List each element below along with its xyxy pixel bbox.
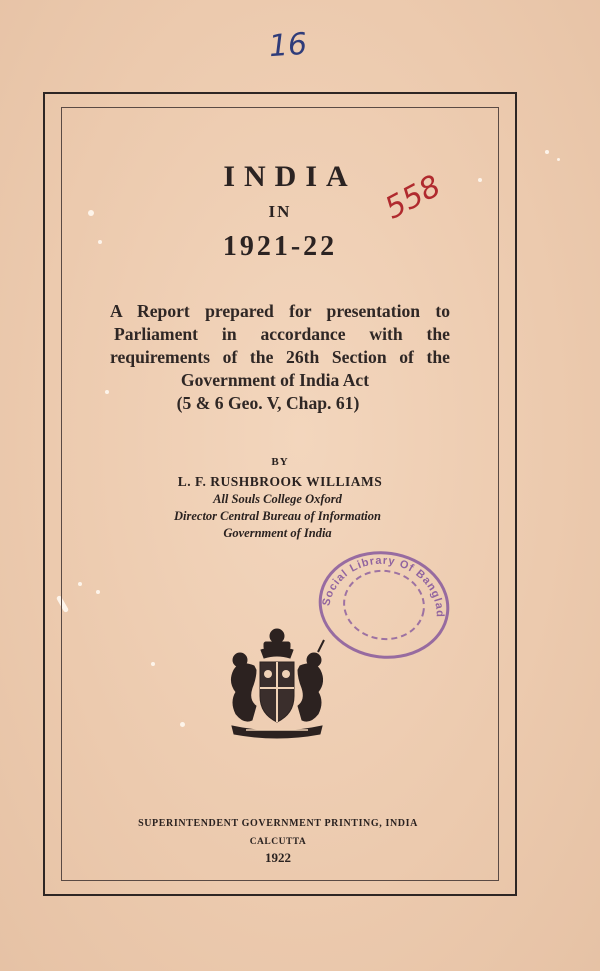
title-year-range: 1921-22 [222,231,338,262]
description-line: (5 & 6 Geo. V, Chap. 61) [176,393,360,413]
library-stamp [316,548,452,662]
royal-coat-of-arms-icon [226,626,328,742]
stamp-text: Social Library Of Bangladesh [320,554,446,619]
paper-speck [545,150,549,154]
description-line: A Report prepared for presentation to [110,301,450,321]
publication-city: CALCUTTA [249,837,307,847]
title-in: IN [268,202,292,221]
report-description [110,300,450,415]
by-label: BY [271,456,289,468]
svg-text:Social Library Of Bangladesh [316,548,452,623]
publication-year: 1922 [265,850,291,865]
handwritten-red-number: 558 [379,168,447,227]
description-line: Parliament in accordance with the [114,324,450,344]
author-affiliation: Director Central Bureau of Information [174,509,381,523]
author-affiliation: All Souls College Oxford [213,492,342,506]
author-affiliation: Government of India [223,526,332,540]
printer-imprint: SUPERINTENDENT GOVERNMENT PRINTING, INDIA [138,818,418,829]
description-line: Government of India Act [180,370,370,390]
title-india: INDIA [223,160,357,193]
author-name: L. F. RUSHBROOK WILLIAMS [177,474,383,489]
handwritten-page-number: 16 [267,26,309,65]
description-line: requirements of the 26th Section of the [110,347,450,367]
